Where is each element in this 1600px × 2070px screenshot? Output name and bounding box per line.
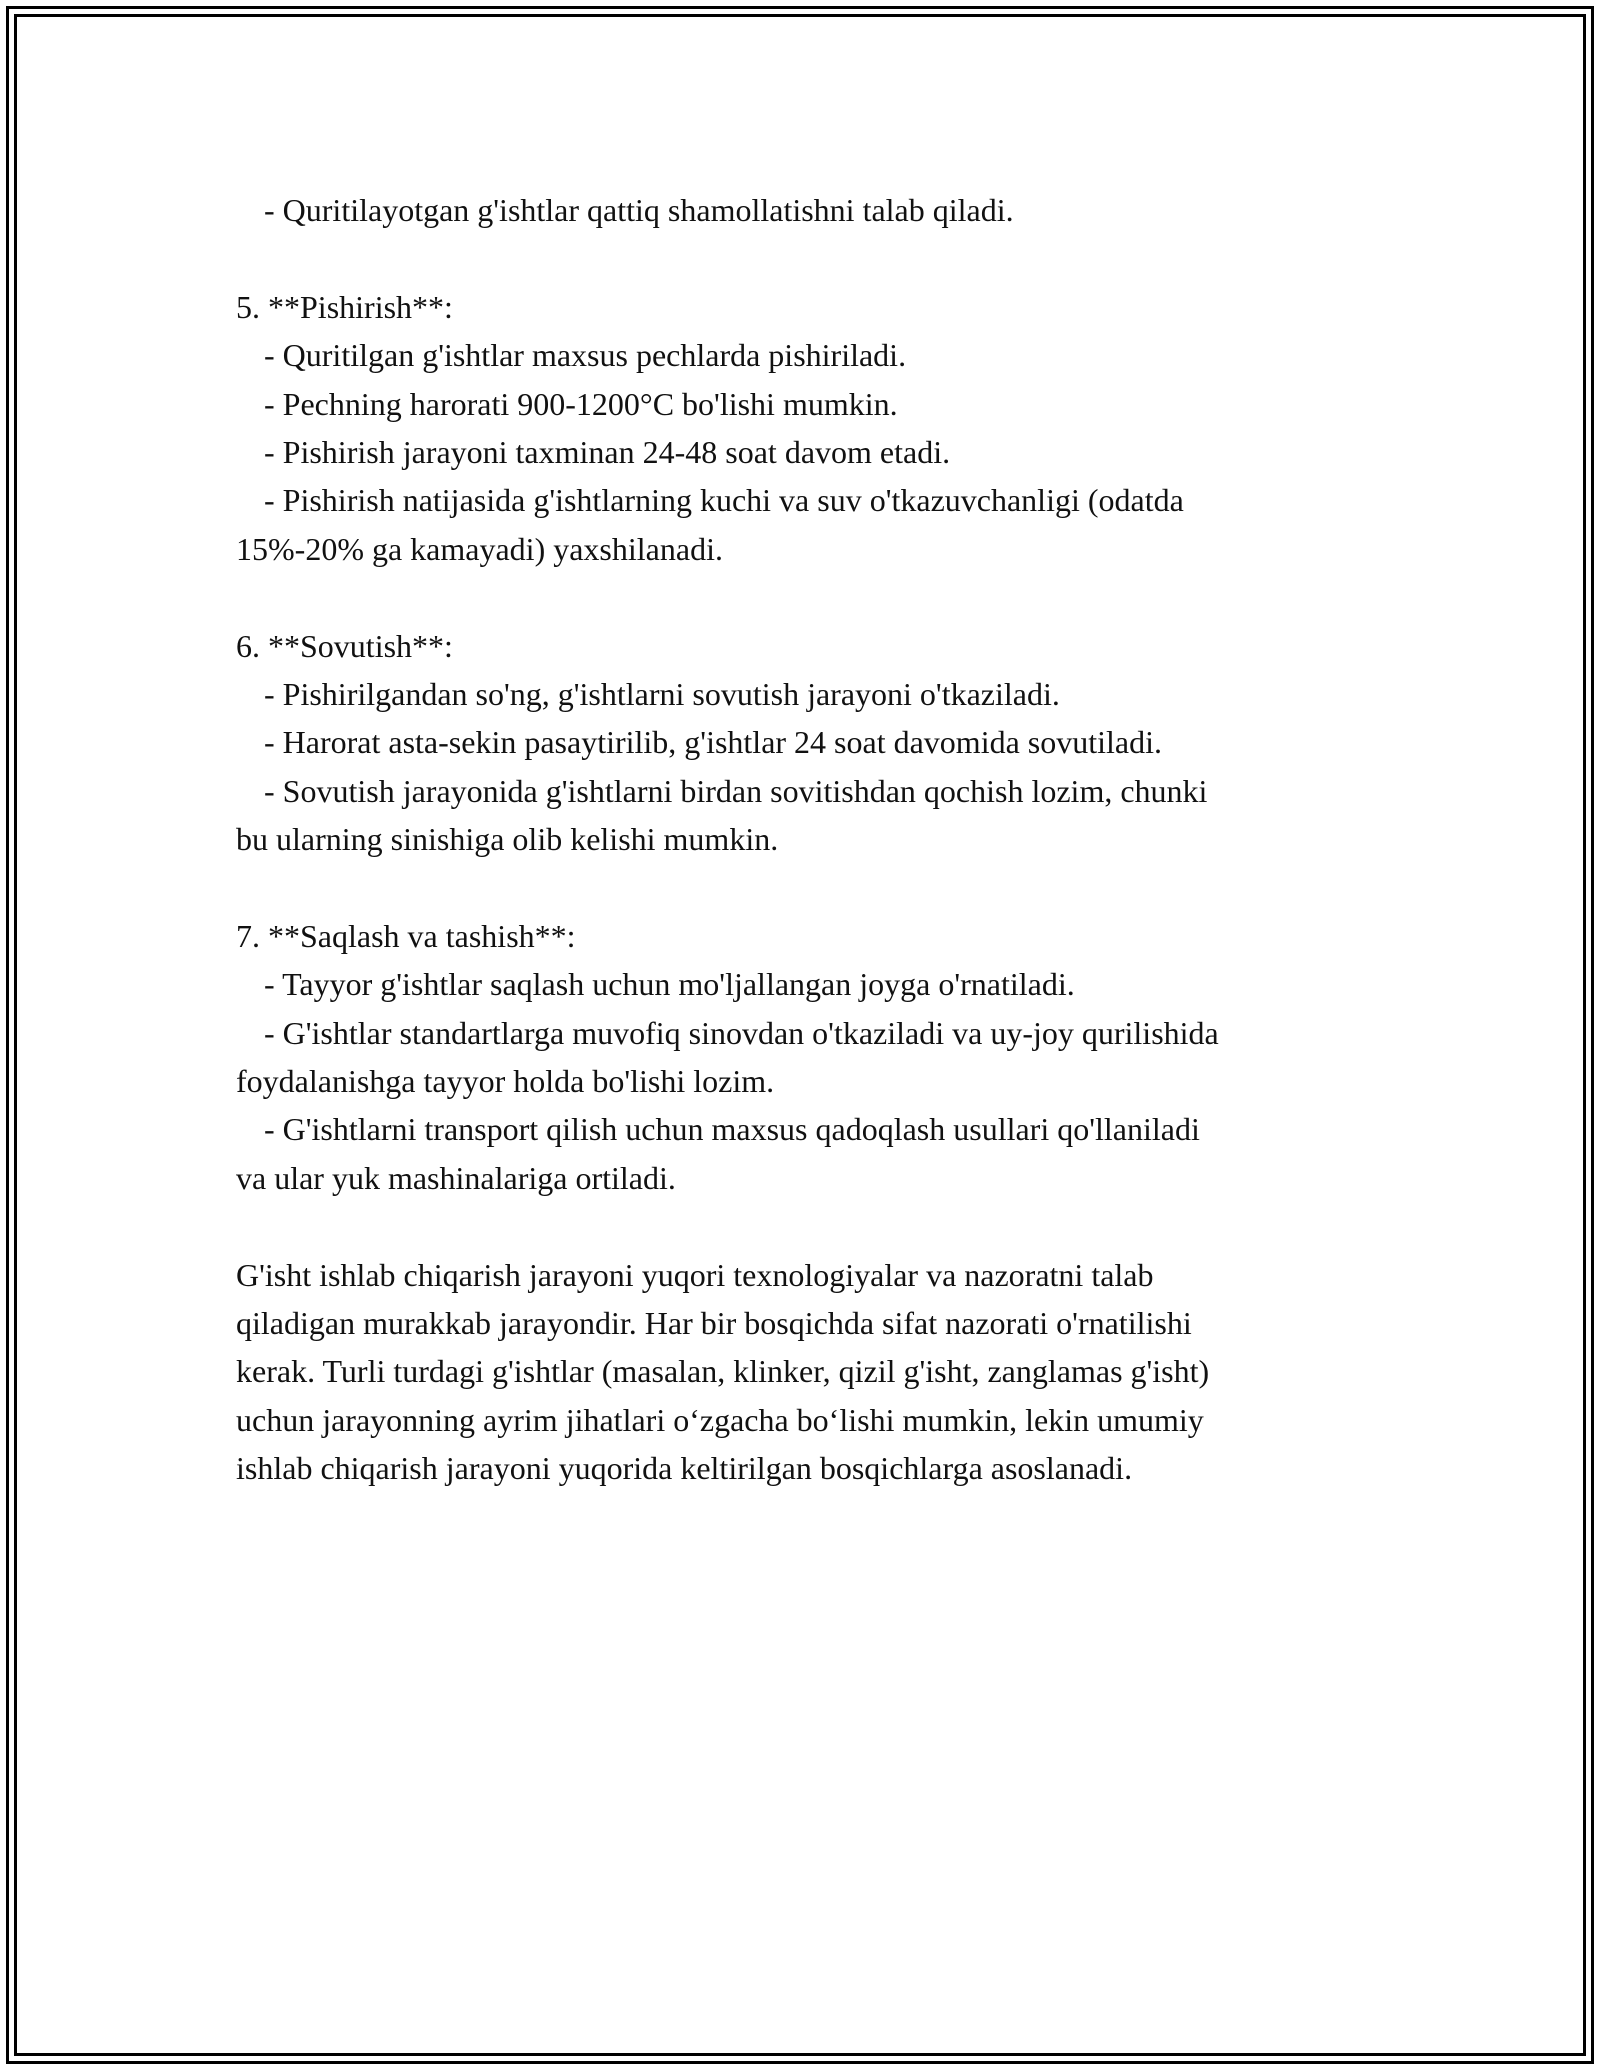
- bullet-line: - Pishirilgandan so'ng, g'ishtlarni sovutish jarayoni o'tkaziladi.: [264, 675, 1060, 712]
- text-line: 6. **Sovutish**:: [236, 627, 453, 664]
- text-line: bu ularning sinishiga olib kelishi mumkin.: [236, 821, 779, 858]
- bullet-line: - Pishirish natijasida g'ishtlarning kuchi va suv o'tkazuvchanligi (odatda: [264, 482, 1184, 519]
- text-line: qiladigan murakkab jarayondir. Har bir bosqichda sifat nazorati o'rnatilishi: [236, 1304, 1192, 1341]
- blank-line: [236, 234, 1376, 282]
- blank-line: [236, 573, 1376, 621]
- bullet-line: - Sovutish jarayonida g'ishtlarni birdan sovitishdan qochish lozim, chunki: [264, 772, 1208, 809]
- document-body: [236, 186, 1376, 1493]
- text-line: va ular yuk mashinalariga ortiladi.: [236, 1159, 676, 1196]
- text-line: kerak. Turli turdagi g'ishtlar (masalan, klinker, qizil g'isht, zanglamas g'isht): [236, 1353, 1210, 1390]
- bullet-line: - G'ishtlar standartlarga muvofiq sinovdan o'tkaziladi va uy-joy qurilishida: [264, 1014, 1219, 1051]
- text-line: ishlab chiqarish jarayoni yuqorida keltirilgan bosqichlarga asoslanadi.: [236, 1450, 1133, 1487]
- blank-line: [236, 1202, 1376, 1250]
- text-line: 7. **Saqlash va tashish**:: [236, 917, 576, 954]
- text-line: G'isht ishlab chiqarish jarayoni yuqori texnologiyalar va nazoratni talab: [236, 1256, 1154, 1293]
- text-line: 15%-20% ga kamayadi) yaxshilanadi.: [236, 530, 723, 567]
- bullet-line: - Pechning harorati 900-1200°C bo'lishi mumkin.: [264, 385, 898, 422]
- bullet-line: - Harorat asta-sekin pasaytirilib, g'ishtlar 24 soat davomida sovutiladi.: [264, 724, 1162, 761]
- text-line: foydalanishga tayyor holda bo'lishi lozim.: [236, 1063, 775, 1100]
- bullet-line: - Quritilayotgan g'ishtlar qattiq shamollatishni talab qiladi.: [264, 192, 1014, 228]
- text-line: 5. **Pishirish**:: [236, 288, 453, 325]
- bullet-line: - Tayyor g'ishtlar saqlash uchun mo'ljallangan joyga o'rnatiladi.: [264, 966, 1075, 1003]
- bullet-line: - Quritilgan g'ishtlar maxsus pechlarda pishiriladi.: [264, 337, 907, 374]
- bullet-line: - Pishirish jarayoni taxminan 24-48 soat davom etadi.: [264, 433, 951, 470]
- bullet-line: - G'ishtlarni transport qilish uchun maxsus qadoqlash usullari qo'llaniladi: [264, 1111, 1200, 1148]
- text-line: uchun jarayonning ayrim jihatlari o‘zgacha bo‘lishi mumkin, lekin umumiy: [236, 1401, 1204, 1438]
- blank-line: [236, 863, 1376, 911]
